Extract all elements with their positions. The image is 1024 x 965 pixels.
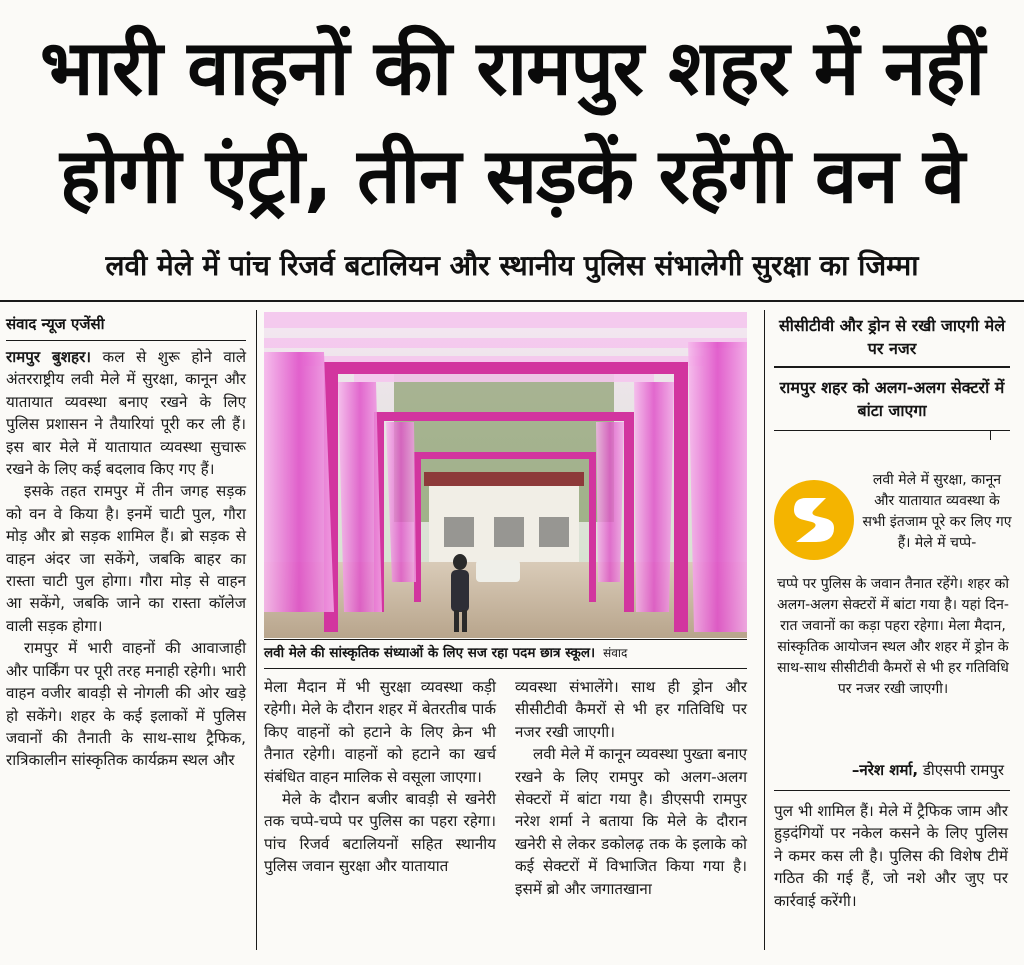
quote-author-title: डीएसपी रामपुर [918, 761, 1004, 779]
paragraph-text: कल से शुरू होने वाले अंतरराष्ट्रीय लवी मेले में सुरक्षा, कानून और यातायात व्यवस्था बनाए रखने के लिए पुलिस प्रशासन ने तैयारियां पूरी कर ली हैं। इस बार मेले में यातायात व्यवस्था सुचारू रखने के लिए कई बदलाव किए गए हैं। [6, 348, 246, 479]
quote-attribution [774, 760, 1004, 780]
paragraph: इसके तहत रामपुर में तीन जगह सड़क को वन वे किया है। इनमें चाटी पुल, गौरा मोड़ और ब्रो सड़क शामिल हैं। ब्रो सड़क से वाहन अंदर जा सकेंगे, जबकि बाहर का रास्ता चाटी पुल होगा। गौरा मोड़ से वाहन आ सकेंगे, जबकि जाने का रास्ता कॉलेज वाली सड़क होगा। [6, 482, 246, 635]
sidebar-highlight-2: रामपुर शहर को अलग-अलग सेक्टरों में बांटा जाएगा [779, 378, 1005, 420]
dateline: रामपुर बुशहर। [6, 348, 92, 366]
paragraph: रामपुर में भारी वाहनों की आवाजाही और पार्किंग पर पूरी तरह मनाही रहेगी। भारी वाहन वजीर बावड़ी से नोगली की ओर खड़े हो सकेंगे। शहर के कई इलाकों में पुलिस जवानों की तैनाती के साथ-साथ ट्रैफिक, रात्रिकालीन सांस्कृतिक कार्यक्रम स्थल और [6, 639, 246, 770]
dsp-quote-body: चप्पे पर पुलिस के जवान तैनात रहेंगे। शहर को अलग-अलग सेक्टरों में बांटा गया है। यहां दिन-रात जवानों का कड़ा पहरा रहेगा। मेला मैदान, सांस्कृतिक आयोजन स्थल और शहर में ड्रोन के साथ-साथ सीसीटीवी कैमरों से भी हर गतिविधि पर नजर रखी जाएगी। [776, 576, 1010, 697]
column-divider-2 [764, 310, 765, 950]
quote-author-name: –नरेश शर्मा, [851, 761, 919, 779]
subheadline: लवी मेले में पांच रिजर्व बटालियन और स्थानीय पुलिस संभालेगी सुरक्षा का जिम्मा [105, 249, 919, 282]
sidebar-rule-1 [774, 366, 1010, 368]
caption-bottom-rule [264, 668, 747, 669]
column-divider-1 [256, 310, 257, 950]
article-continuation [774, 800, 1008, 912]
newspaper-logo-icon [772, 478, 856, 562]
photo-illustration [264, 312, 747, 638]
byline: संवाद न्यूज एजेंसी [6, 315, 105, 333]
paragraph: लवी मेले में कानून व्यवस्था पुख्ता बनाए रखने के लिए रामपुर को अलग-अलग सेक्टरों में बांटा गया है। डीएसपी रामपुर नरेश शर्मा ने बताया कि मेले के दौरान खनेरी से लेकर डकोलढ़ तक के इलाके को कई सेक्टरों में विभाजित किया गया है। इसमें ब्रो और जगातखाना [515, 745, 747, 898]
paragraph: पुल भी शामिल हैं। मेले में ट्रैफिक जाम और हुड़दंगियों पर नकेल कसने के लिए पुलिस ने कमर कस ली है। पुलिस की विशेष टीमें गठित की गई हैं, जो नशे और जुए पर कार्रवाई करेंगी। [774, 802, 1008, 910]
article-column-2 [264, 676, 496, 878]
top-rule [0, 300, 1024, 302]
headline-line-2: होगी एंट्री, तीन सड़कें रहेंगी वन वे [59, 131, 965, 220]
article-column-1 [6, 346, 246, 772]
photo-caption [264, 642, 747, 664]
sidebar-rule-3 [774, 790, 1010, 791]
paragraph: मेले के दौरान बजीर बावड़ी से खनेरी तक चप्पे-चप्पे पर पुलिस का पहरा रहेगा। पांच रिजर्व बटालियनों सहित स्थानीय पुलिस जवान सुरक्षा और यातायात [264, 790, 496, 876]
sidebar-rule-2 [774, 430, 1010, 431]
article-column-3 [515, 676, 747, 900]
photo-caption-text: लवी मेले की सांस्कृतिक संध्याओं के लिए सज रहा पदम छात्र स्कूल। [264, 645, 596, 661]
paragraph [6, 346, 246, 480]
photo-credit: संवाद [603, 646, 628, 660]
paragraph: व्यवस्था संभालेंगे। साथ ही ड्रोन और सीसीटीवी कैमरों से भी हर गतिविधि पर नजर रखी जाएगी। [515, 678, 747, 741]
dsp-quote-top: लवी मेले में सुरक्षा, कानून और यातायात व्यवस्था के सभी इंतजाम पूरे कर लिए गए हैं। मेले में चप्पे- [862, 472, 1012, 551]
byline-rule [6, 340, 246, 341]
headline-line-1: भारी वाहनों की रामपुर शहर में नहीं [39, 23, 985, 112]
sidebar-highlight-1: सीसीटीवी और ड्रोन से रखी जाएगी मेले पर नजर [778, 316, 1006, 358]
paragraph: मेला मैदान में भी सुरक्षा व्यवस्था कड़ी रहेगी। मेले के दौरान शहर में बेतरतीब पार्क किए वाहनों को हटाने के लिए क्रेन भी तैनात रहेगी। वाहनों को हटाने का खर्च संबंधित वाहन मालिक से वसूला जाएगा। [264, 678, 496, 786]
photo-caption-rule [264, 639, 747, 640]
festival-photo [264, 312, 747, 638]
sidebar-rule-tick [990, 430, 991, 440]
